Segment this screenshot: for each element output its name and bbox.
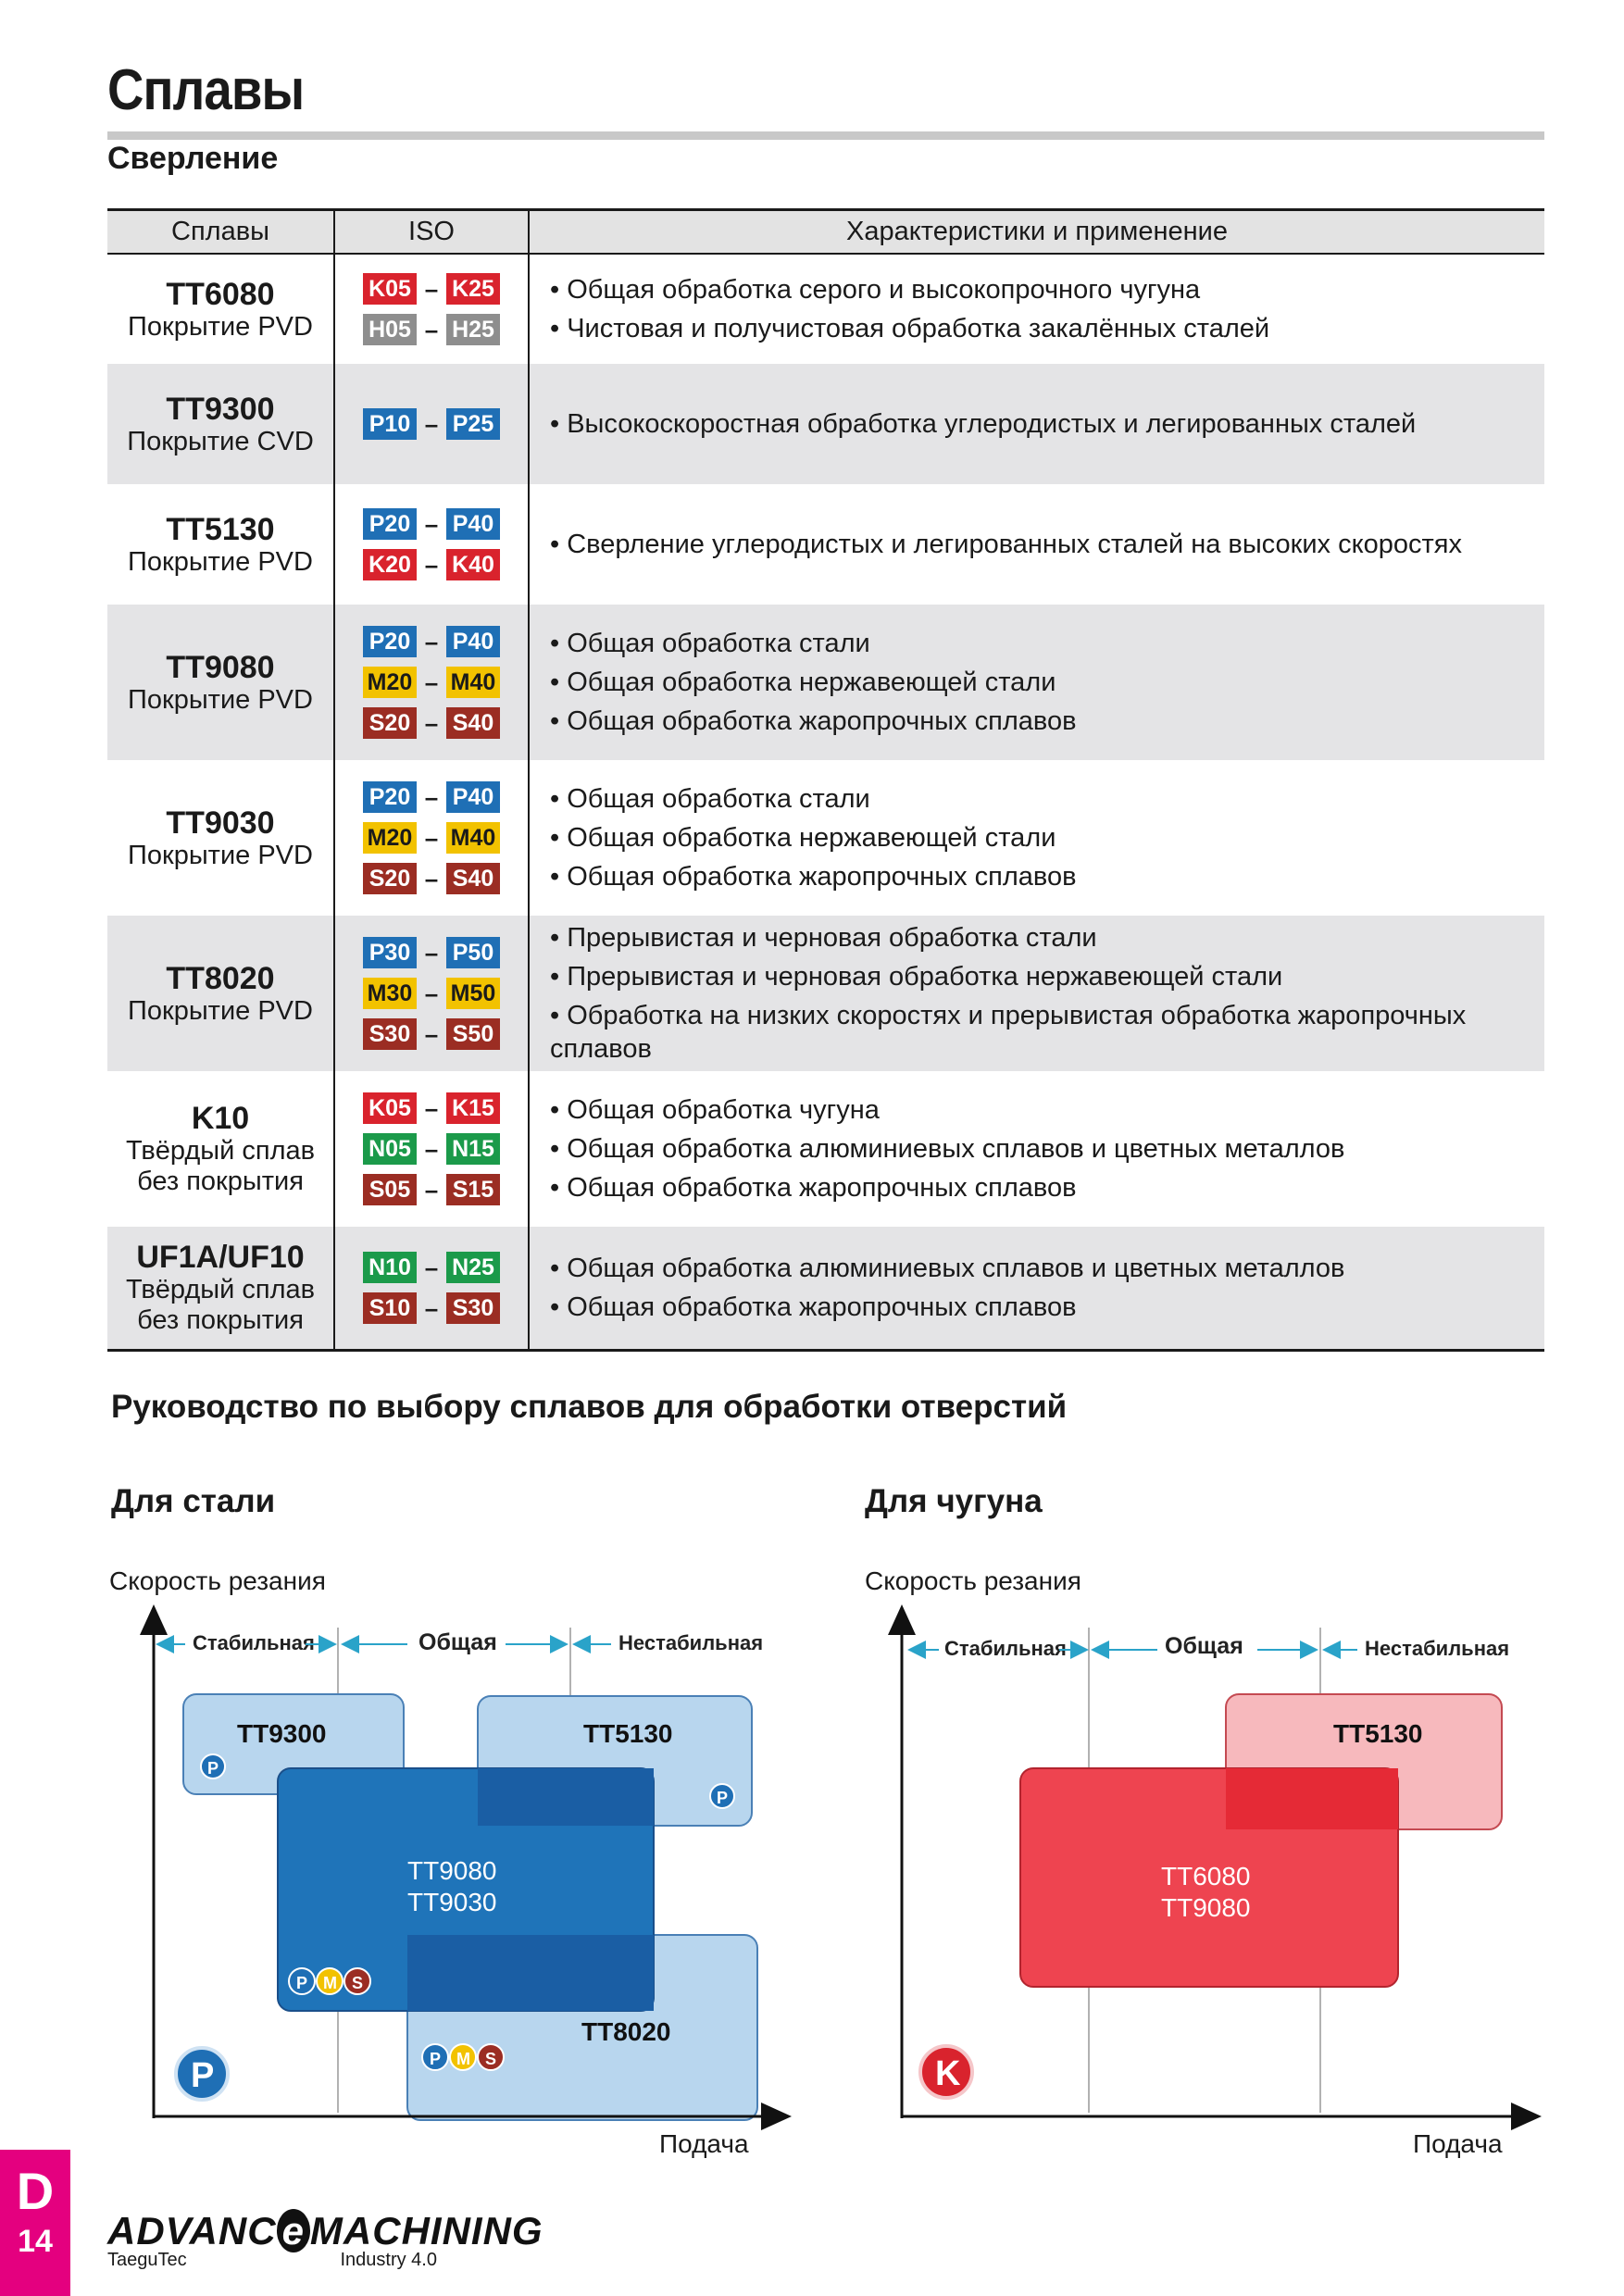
desc-bullet: • Общая обработка жаропрочных сплавов <box>550 706 1077 736</box>
grade-coating: без покрытия <box>137 1167 304 1196</box>
desc-bullet: • Общая обработка алюминиевых сплавов и цветных металлов <box>550 1254 1345 1283</box>
iso-range <box>363 667 500 698</box>
iso-badge: P25 <box>446 408 500 440</box>
iso-cell <box>333 1071 528 1227</box>
grade-name: UF1A/UF10 <box>136 1240 305 1275</box>
table-row <box>107 484 1544 605</box>
iso-dash: – <box>424 409 439 438</box>
svg-text:M: M <box>456 2050 470 2068</box>
iso-badge: P20 <box>363 781 417 813</box>
steel-icon-pms-2 <box>422 2044 504 2070</box>
steel-icon-pms-1 <box>289 1968 370 1994</box>
iso-badge: S05 <box>363 1174 417 1205</box>
iron-label-tt9080: TT9080 <box>1161 1893 1251 1922</box>
steel-label-tt8020: TT8020 <box>581 2017 671 2046</box>
iso-cell <box>333 605 528 760</box>
desc-bullet: • Общая обработка жаропрочных сплавов <box>550 1292 1077 1322</box>
grade-cell <box>107 484 333 605</box>
iso-badge: K05 <box>363 273 417 305</box>
iso-range <box>363 273 500 305</box>
iso-badge: H25 <box>446 314 500 345</box>
iso-dash: – <box>424 782 439 811</box>
grade-cell <box>107 605 333 760</box>
grade-cell <box>107 760 333 916</box>
desc-bullet: • Общая обработка алюминиевых сплавов и цветных металлов <box>550 1134 1345 1164</box>
desc-bullet: • Прерывистая и черновая обработка нержавеющей стали <box>550 962 1283 992</box>
iso-badge: P20 <box>363 626 417 657</box>
steel-label-tt9300: TT9300 <box>237 1719 327 1748</box>
iron-label-tt6080: TT6080 <box>1161 1862 1251 1890</box>
svg-text:K: K <box>935 2054 961 2093</box>
table-body <box>107 255 1544 1349</box>
iso-badge: M20 <box>363 667 417 698</box>
steel-label-tt5130: TT5130 <box>583 1719 673 1748</box>
iso-badge: S30 <box>446 1292 500 1324</box>
iso-range <box>363 781 500 813</box>
svg-text:S: S <box>485 2050 497 2068</box>
desc-bullet: • Общая обработка жаропрочных сплавов <box>550 862 1077 892</box>
desc-bullet: • Высокоскоростная обработка углеродистых и легированных сталей <box>550 409 1417 439</box>
grade-name: TT5130 <box>166 511 275 547</box>
iron-y-label: Скорость резания <box>865 1566 1081 1595</box>
steel-material-icon-p <box>176 2048 228 2100</box>
iso-badge: P40 <box>446 508 500 540</box>
svg-text:P: P <box>717 1789 729 1807</box>
iso-badge: M20 <box>363 822 417 854</box>
iso-badge: M30 <box>363 978 417 1009</box>
iso-badge: S15 <box>446 1174 500 1205</box>
desc-bullet: • Прерывистая и черновая обработка стали <box>550 923 1097 953</box>
grade-cell <box>107 255 333 364</box>
grade-cell <box>107 364 333 484</box>
table-bottom-rule <box>107 1349 1544 1352</box>
iso-badge: H05 <box>363 314 417 345</box>
grade-coating: Покрытие PVD <box>128 840 313 870</box>
desc-cell <box>528 916 1544 1071</box>
iso-dash: – <box>424 509 439 538</box>
iso-cell <box>333 484 528 605</box>
desc-cell <box>528 484 1544 605</box>
steel-overlap-2 <box>407 1935 654 2011</box>
iso-badge: P40 <box>446 781 500 813</box>
brand-right: MACHINING <box>309 2209 543 2252</box>
desc-cell <box>528 1071 1544 1227</box>
iso-cell <box>333 916 528 1071</box>
header-desc <box>528 211 1544 253</box>
iso-badge: S20 <box>363 707 417 739</box>
desc-cell <box>528 1227 1544 1349</box>
table-row <box>107 1227 1544 1349</box>
table-row <box>107 916 1544 1071</box>
grade-coating: Покрытие PVD <box>128 546 313 577</box>
steel-zone-general: Общая <box>418 1629 497 1655</box>
iso-dash: – <box>424 708 439 737</box>
page-title: Сплавы <box>107 58 305 122</box>
iso-badge: S20 <box>363 863 417 894</box>
steel-subtitle: Для стали <box>111 1483 276 1519</box>
brand-e: e <box>277 2209 310 2252</box>
iso-dash: – <box>424 274 439 303</box>
iso-badge: P10 <box>363 408 417 440</box>
iso-badge: P20 <box>363 508 417 540</box>
iso-dash: – <box>424 627 439 655</box>
iso-range <box>363 1133 500 1165</box>
iso-cell <box>333 1227 528 1349</box>
iso-dash: – <box>424 864 439 892</box>
iso-badge: N15 <box>446 1133 500 1165</box>
iso-badge: P30 <box>363 937 417 968</box>
grade-name: TT8020 <box>166 960 275 996</box>
header-grade: Сплавы <box>171 217 269 246</box>
iron-x-label: Подача <box>1413 2129 1503 2158</box>
grade-coating: без покрытия <box>137 1305 304 1335</box>
iso-badge: P40 <box>446 626 500 657</box>
desc-cell <box>528 364 1544 484</box>
iso-badge: S50 <box>446 1018 500 1050</box>
grade-coating: Покрытие PVD <box>128 684 313 715</box>
desc-bullet: • Общая обработка жаропрочных сплавов <box>550 1173 1077 1203</box>
iso-range <box>363 822 500 854</box>
iso-range <box>363 978 500 1009</box>
desc-bullet: • Общая обработка нержавеющей стали <box>550 668 1056 697</box>
iso-badge: S10 <box>363 1292 417 1324</box>
iso-range <box>363 707 500 739</box>
iso-range <box>363 1252 500 1283</box>
table-row <box>107 1071 1544 1227</box>
iso-dash: – <box>424 1093 439 1122</box>
desc-bullet: • Чистовая и получистовая обработка закалённых сталей <box>550 314 1270 343</box>
iso-range <box>363 549 500 580</box>
grade-name: TT6080 <box>166 276 275 312</box>
grade-name: K10 <box>191 1101 250 1136</box>
iso-cell <box>333 760 528 916</box>
brand-logo <box>107 2209 543 2271</box>
brand-sub-left: TaeguTec <box>107 2250 187 2270</box>
section-tab <box>0 2150 70 2296</box>
iso-dash: – <box>424 315 439 343</box>
iron-label-tt5130: TT5130 <box>1333 1719 1423 1748</box>
iron-zone-general: Общая <box>1165 1633 1243 1659</box>
desc-cell <box>528 605 1544 760</box>
iso-dash: – <box>424 979 439 1007</box>
header-iso-label: ISO <box>408 217 455 246</box>
desc-cell <box>528 760 1544 916</box>
iso-badge: K25 <box>446 273 500 305</box>
desc-bullet: • Общая обработка стали <box>550 784 870 814</box>
iron-overlap <box>1226 1768 1398 1829</box>
guide-title: Руководство по выбору сплавов для обработки отверстий <box>111 1389 1068 1425</box>
desc-bullet: • Сверление углеродистых и легированных сталей на высоких скоростях <box>550 530 1462 559</box>
grade-cell <box>107 916 333 1071</box>
table-row <box>107 255 1544 364</box>
grade-name: TT9300 <box>166 391 275 427</box>
header-desc-label: Характеристики и применение <box>846 217 1228 246</box>
iso-badge: N10 <box>363 1252 417 1283</box>
iso-dash: – <box>424 1019 439 1048</box>
iso-dash: – <box>424 823 439 852</box>
steel-overlap-1 <box>478 1768 654 1826</box>
section-title: Сверление <box>107 141 279 176</box>
iso-badge: N25 <box>446 1252 500 1283</box>
table-row <box>107 760 1544 916</box>
iso-badge: M50 <box>446 978 500 1009</box>
steel-label-tt9080: TT9080 <box>407 1856 497 1885</box>
grade-cell <box>107 1071 333 1227</box>
iso-badge: S40 <box>446 707 500 739</box>
svg-text:P: P <box>207 1759 219 1778</box>
iron-chart <box>843 1602 1546 2139</box>
steel-zone-stable: Стабильная <box>193 1631 315 1654</box>
desc-bullet: • Обработка на низких скоростях и прерывистая обработка жаропрочных сплавов <box>550 1001 1467 1064</box>
iso-range <box>363 626 500 657</box>
brand-sub-right: Industry 4.0 <box>340 2250 437 2270</box>
iso-badge: S30 <box>363 1018 417 1050</box>
iso-badge: N05 <box>363 1133 417 1165</box>
iso-dash: – <box>424 1293 439 1322</box>
desc-bullet: • Общая обработка стали <box>550 629 870 658</box>
iron-zone-unstable: Нестабильная <box>1365 1637 1510 1660</box>
iso-badge: M40 <box>446 667 500 698</box>
iso-range <box>363 1292 500 1324</box>
iso-dash: – <box>424 1253 439 1281</box>
desc-bullet: • Общая обработка нержавеющей стали <box>550 823 1056 853</box>
desc-bullet: • Общая обработка серого и высокопрочного чугуна <box>550 275 1201 305</box>
iso-range <box>363 1174 500 1205</box>
grade-coating: Покрытие CVD <box>127 426 314 456</box>
table-row <box>107 605 1544 760</box>
grade-name: TT9080 <box>166 649 275 685</box>
steel-icon-p-small-2 <box>710 1784 734 1808</box>
desc-bullet: • Общая обработка чугуна <box>550 1095 880 1125</box>
svg-text:P: P <box>296 1974 308 1992</box>
grade-coating: Твёрдый сплав <box>125 1136 316 1166</box>
grades-table <box>107 208 1544 1352</box>
grade-coating: Покрытие PVD <box>128 311 313 342</box>
iso-range <box>363 508 500 540</box>
iso-range <box>363 314 500 345</box>
iso-dash: – <box>424 1134 439 1163</box>
iso-range <box>363 408 500 440</box>
steel-chart <box>93 1602 796 2139</box>
brand-wordmark <box>107 2209 543 2253</box>
title-rule <box>107 131 1544 140</box>
table-header <box>107 208 1544 255</box>
table-row <box>107 364 1544 484</box>
iso-cell <box>333 364 528 484</box>
grade-name: TT9030 <box>166 805 275 841</box>
header-iso <box>333 211 528 253</box>
iso-badge: K15 <box>446 1092 500 1124</box>
steel-label-tt9030: TT9030 <box>407 1888 497 1916</box>
section-tab-letter: D <box>16 2162 55 2220</box>
iron-zone-stable: Стабильная <box>944 1637 1067 1660</box>
svg-text:S: S <box>352 1974 364 1992</box>
grade-coating: Твёрдый сплав <box>125 1275 316 1304</box>
svg-text:M: M <box>323 1974 337 1992</box>
iso-dash: – <box>424 1175 439 1204</box>
iso-dash: – <box>424 938 439 967</box>
iso-badge: M40 <box>446 822 500 854</box>
iso-range <box>363 1092 500 1124</box>
steel-icon-p-small-1 <box>201 1754 225 1778</box>
brand-left: ADVANC <box>107 2209 277 2252</box>
iso-badge: K05 <box>363 1092 417 1124</box>
steel-y-label: Скорость резания <box>109 1566 326 1595</box>
svg-text:P: P <box>191 2056 215 2095</box>
steel-zone-unstable: Нестабильная <box>618 1631 764 1654</box>
iso-range <box>363 1018 500 1050</box>
iso-badge: P50 <box>446 937 500 968</box>
page-number: 14 <box>18 2224 53 2259</box>
grade-cell <box>107 1227 333 1349</box>
iso-dash: – <box>424 668 439 696</box>
iso-badge: S40 <box>446 863 500 894</box>
iron-material-icon-k <box>920 2046 972 2098</box>
iso-badge: K40 <box>446 549 500 580</box>
iso-cell <box>333 255 528 364</box>
iso-badge: K20 <box>363 549 417 580</box>
iso-dash: – <box>424 550 439 579</box>
grade-coating: Покрытие PVD <box>128 995 313 1026</box>
iso-range <box>363 937 500 968</box>
steel-x-label: Подача <box>659 2129 749 2158</box>
iso-range <box>363 863 500 894</box>
desc-cell <box>528 255 1544 364</box>
iron-subtitle: Для чугуна <box>865 1483 1043 1519</box>
svg-text:P: P <box>430 2050 442 2068</box>
